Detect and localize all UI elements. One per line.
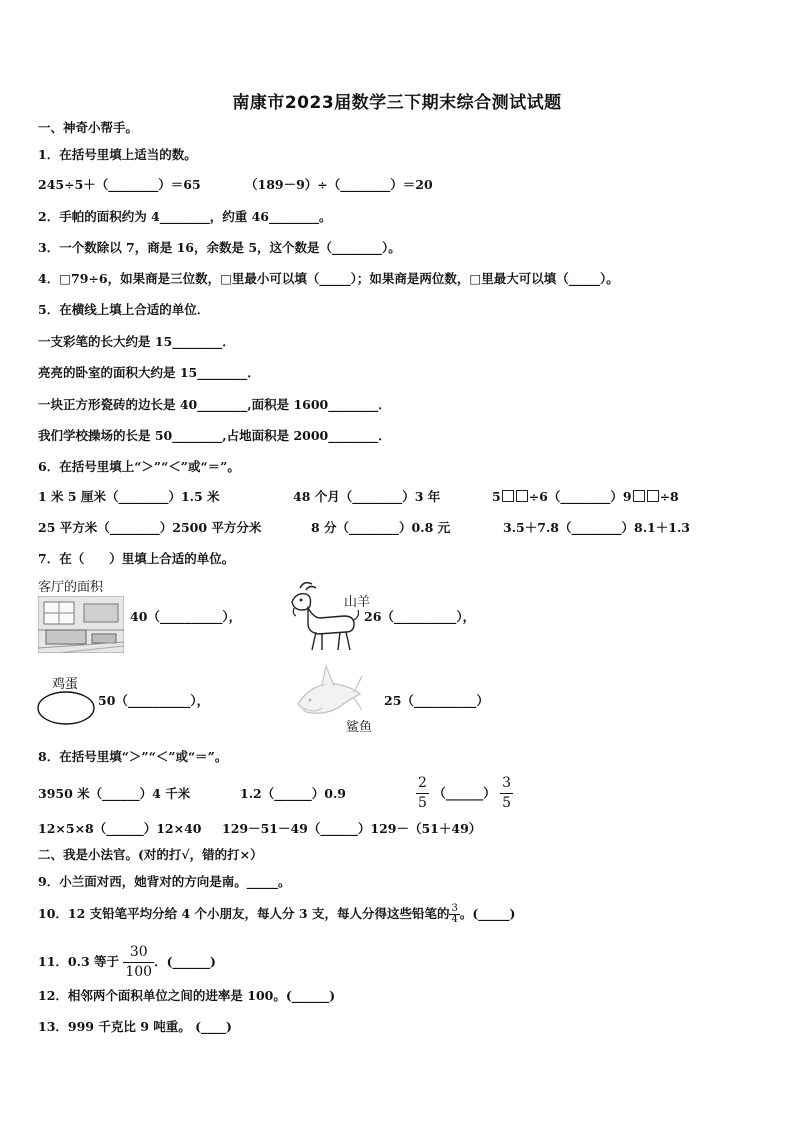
question-11-blank: ．(______) (154, 954, 216, 969)
question-8b: 1.2（______）0.9 (240, 786, 346, 801)
question-8a: 3950 米（______）4 千米 (38, 786, 191, 801)
egg-label: 鸡蛋 (52, 677, 79, 692)
question-4: 4．□79÷6，如果商是三位数，□里最小可以填（_____）；如果商是两位数，□里最大可以填（_____）。 (38, 271, 619, 286)
question-5a: 一支彩笔的长大约是 15________． (38, 334, 235, 349)
question-13: 13．999 千克比 9 吨重。 (____) (38, 1019, 232, 1034)
shark-label: 鲨鱼 (346, 720, 373, 735)
question-10-text: 10．12 支铅笔平均分给 4 个小朋友，每人分 3 支，每人分得这些铅笔的 (38, 906, 450, 921)
section-1-heading: 一、神奇小帮手。 (38, 120, 139, 135)
question-3: 3．一个数除以 7，商是 16，余数是 5，这个数是（________）。 (38, 240, 401, 255)
question-8c-blank: （______） (433, 785, 496, 801)
question-1b: （189－9）÷（________）＝20 (245, 177, 433, 192)
question-7-egg: 50（__________）， (98, 693, 210, 708)
question-6c-middle: ÷6（________）9 (528, 489, 632, 504)
egg-image (36, 690, 96, 726)
question-8: 8．在括号里填“＞”“＜”或“＝”。 (38, 749, 228, 764)
question-9: 9．小兰面对西，她背对的方向是南。_____。 (38, 874, 291, 889)
question-5d: 我们学校操场的长是 50________,占地面积是 2000________． (38, 428, 391, 443)
blank-box (633, 490, 645, 502)
question-5: 5．在横线上填上合适的单位． (38, 302, 210, 317)
question-7-shark: 25（__________） (384, 693, 489, 708)
question-5c: 一块正方形瓷砖的边长是 40________,面积是 1600________． (38, 397, 391, 412)
question-1: 1．在括号里填上适当的数。 (38, 147, 197, 162)
fraction-two-fifths: $\frac{2}{5}$ (418, 775, 427, 811)
question-6b: 48 个月（________）3 年 (293, 489, 441, 504)
question-8e: 129－51－49（______）129－（51＋49） (222, 821, 482, 836)
living-room-image (38, 596, 124, 653)
section-2-heading: 二、我是小法官。(对的打√，错的打×） (38, 847, 263, 862)
question-2: 2．手帕的面积约为 4________，约重 46________。 (38, 209, 332, 224)
question-6a: 1 米 5 厘米（________）1.5 米 (38, 489, 220, 504)
question-6f: 3.5＋7.8（________）8.1＋1.3 (503, 520, 690, 535)
question-7: 7．在（ ）里填上合适的单位。 (38, 551, 235, 566)
fraction-three-fifths: $\frac{3}{5}$ (502, 775, 512, 811)
question-6c-suffix: ÷8 (659, 489, 679, 504)
question-8d: 12×5×8（______）12×40 (38, 821, 202, 836)
question-12: 12．相邻两个面积单位之间的进率是 100。(______) (38, 988, 336, 1003)
question-7-room: 40（__________）， (130, 609, 242, 624)
goat-label: 山羊 (344, 595, 371, 610)
question-6d: 25 平方米（________）2500 平方分米 (38, 520, 262, 535)
question-8c (416, 774, 513, 813)
fraction-thirty-hundredths: $\frac{30}{100}$ (125, 944, 153, 980)
question-6c (492, 489, 679, 505)
question-11-text: 11．0.3 等于 (38, 954, 119, 969)
question-1a: 245÷5＋（________）＝65 (38, 177, 201, 192)
question-11 (38, 943, 216, 982)
blank-box (502, 490, 514, 502)
page-title: 南康市2023届数学三下期末综合测试试题 (232, 93, 562, 113)
blank-box (516, 490, 528, 502)
question-7-goat: 26（__________）， (364, 609, 476, 624)
fraction-three-quarters: $\frac{3}{4}$ (451, 903, 458, 925)
question-10 (38, 904, 515, 925)
blank-box (647, 490, 659, 502)
question-5b: 亮亮的卧室的面积大约是 15________． (38, 365, 260, 380)
question-10-blank: 。(_____) (459, 906, 516, 921)
question-6: 6．在括号里填上“＞”“＜”或“＝”。 (38, 459, 240, 474)
room-label: 客厅的面积 (38, 580, 104, 595)
question-6e: 8 分（________）0.8 元 (311, 520, 451, 535)
question-6c-prefix: 5 (492, 489, 501, 504)
